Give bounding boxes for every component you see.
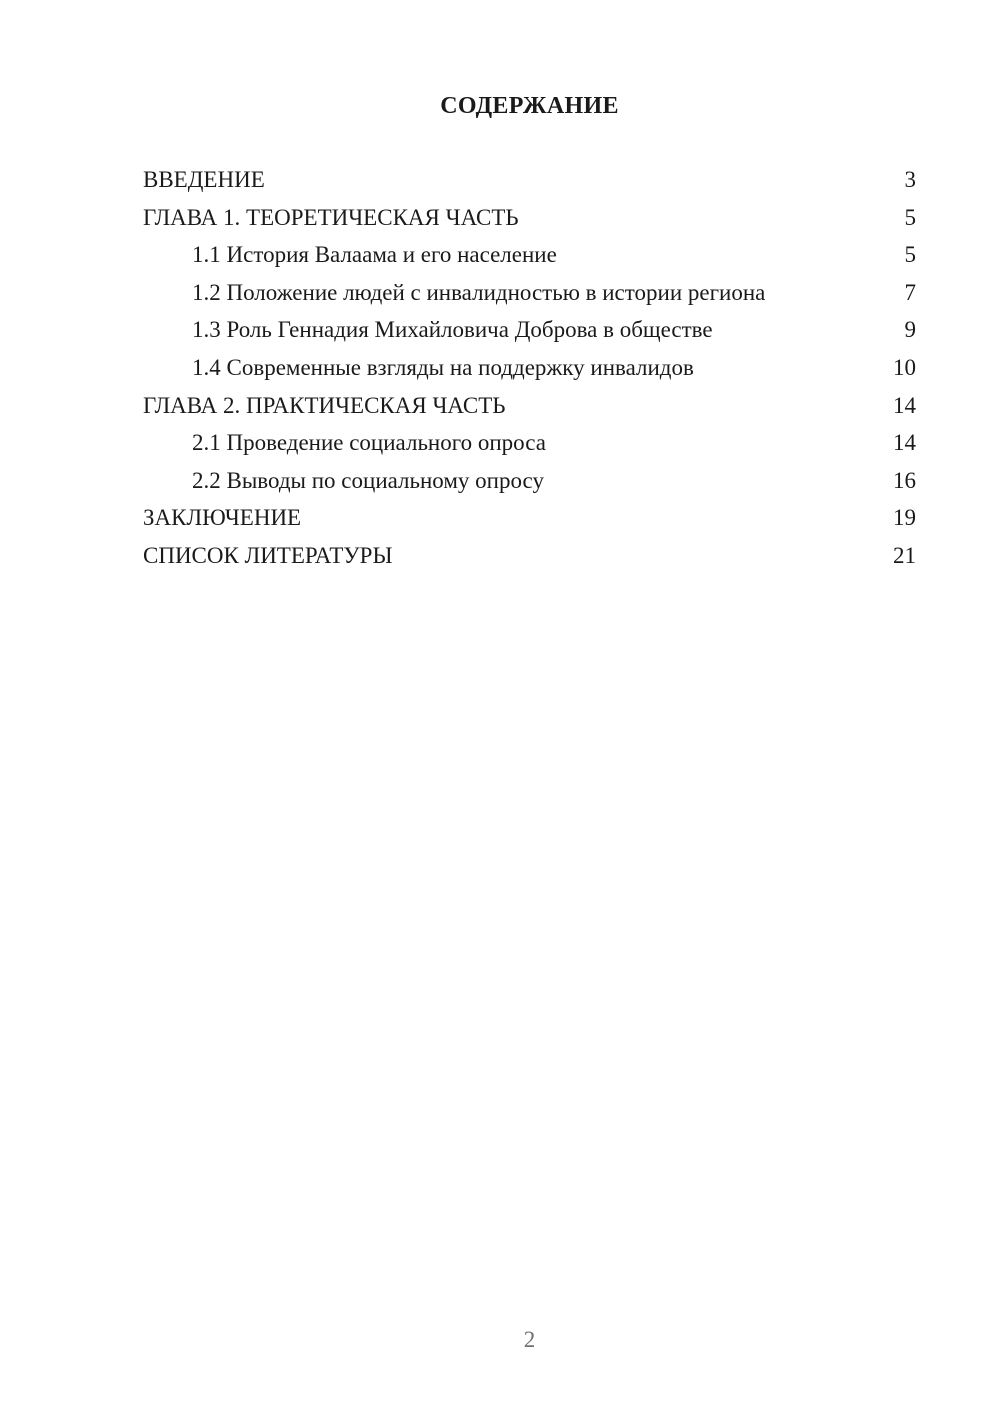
toc-entry bbox=[143, 499, 916, 537]
toc-entry-page-number: 16 bbox=[893, 467, 916, 493]
toc-entry-label: ГЛАВА 2. ПРАКТИЧЕСКАЯ ЧАСТЬ bbox=[143, 392, 506, 418]
toc-entry bbox=[143, 387, 916, 425]
toc-entry bbox=[143, 349, 916, 387]
toc-entry-label: 2.1 Проведение социального опроса bbox=[192, 430, 546, 456]
toc-entry-page-number: 5 bbox=[904, 204, 916, 230]
toc-entry bbox=[143, 236, 916, 274]
page-title: СОДЕРЖАНИЕ bbox=[440, 93, 619, 119]
toc-entry-page-number: 19 bbox=[893, 505, 916, 531]
toc-entry-label: ВВЕДЕНИЕ bbox=[143, 167, 265, 192]
toc-entry-page-number: 10 bbox=[893, 354, 916, 380]
toc-entry bbox=[143, 311, 916, 349]
toc-entry bbox=[143, 537, 916, 575]
footer-page-number: 2 bbox=[523, 1327, 536, 1352]
toc-entry bbox=[143, 199, 916, 237]
toc-entry-page-number: 14 bbox=[893, 430, 916, 456]
toc-entry-page-number: 5 bbox=[904, 242, 916, 268]
toc-entry-label: 1.3 Роль Геннадия Михайловича Доброва в обществе bbox=[192, 317, 713, 343]
toc-entry-page-number: 7 bbox=[904, 279, 916, 305]
toc-entry-label: 1.4 Современные взгляды на поддержку инвалидов bbox=[192, 354, 694, 380]
table-of-contents bbox=[143, 161, 916, 575]
toc-entry-page-number: 3 bbox=[904, 167, 916, 192]
toc-entry-label: ЗАКЛЮЧЕНИЕ bbox=[143, 505, 302, 531]
toc-entry-label: 1.2 Положение людей с инвалидностью в истории региона bbox=[192, 279, 766, 305]
toc-entry-page-number: 9 bbox=[904, 317, 916, 343]
toc-entry bbox=[143, 161, 916, 199]
toc-entry-page-number: 14 bbox=[893, 392, 916, 418]
toc-entry bbox=[143, 424, 916, 462]
toc-entry-label: СПИСОК ЛИТЕРАТУРЫ bbox=[143, 542, 393, 568]
toc-entry-page-number: 21 bbox=[893, 542, 916, 568]
toc-entry-label: 2.2 Выводы по социальному опросу bbox=[192, 467, 544, 493]
toc-entry bbox=[143, 462, 916, 500]
toc-entry-label: 1.1 История Валаама и его население bbox=[192, 242, 557, 268]
toc-entry-label: ГЛАВА 1. ТЕОРЕТИЧЕСКАЯ ЧАСТЬ bbox=[143, 204, 519, 230]
toc-entry bbox=[143, 274, 916, 312]
